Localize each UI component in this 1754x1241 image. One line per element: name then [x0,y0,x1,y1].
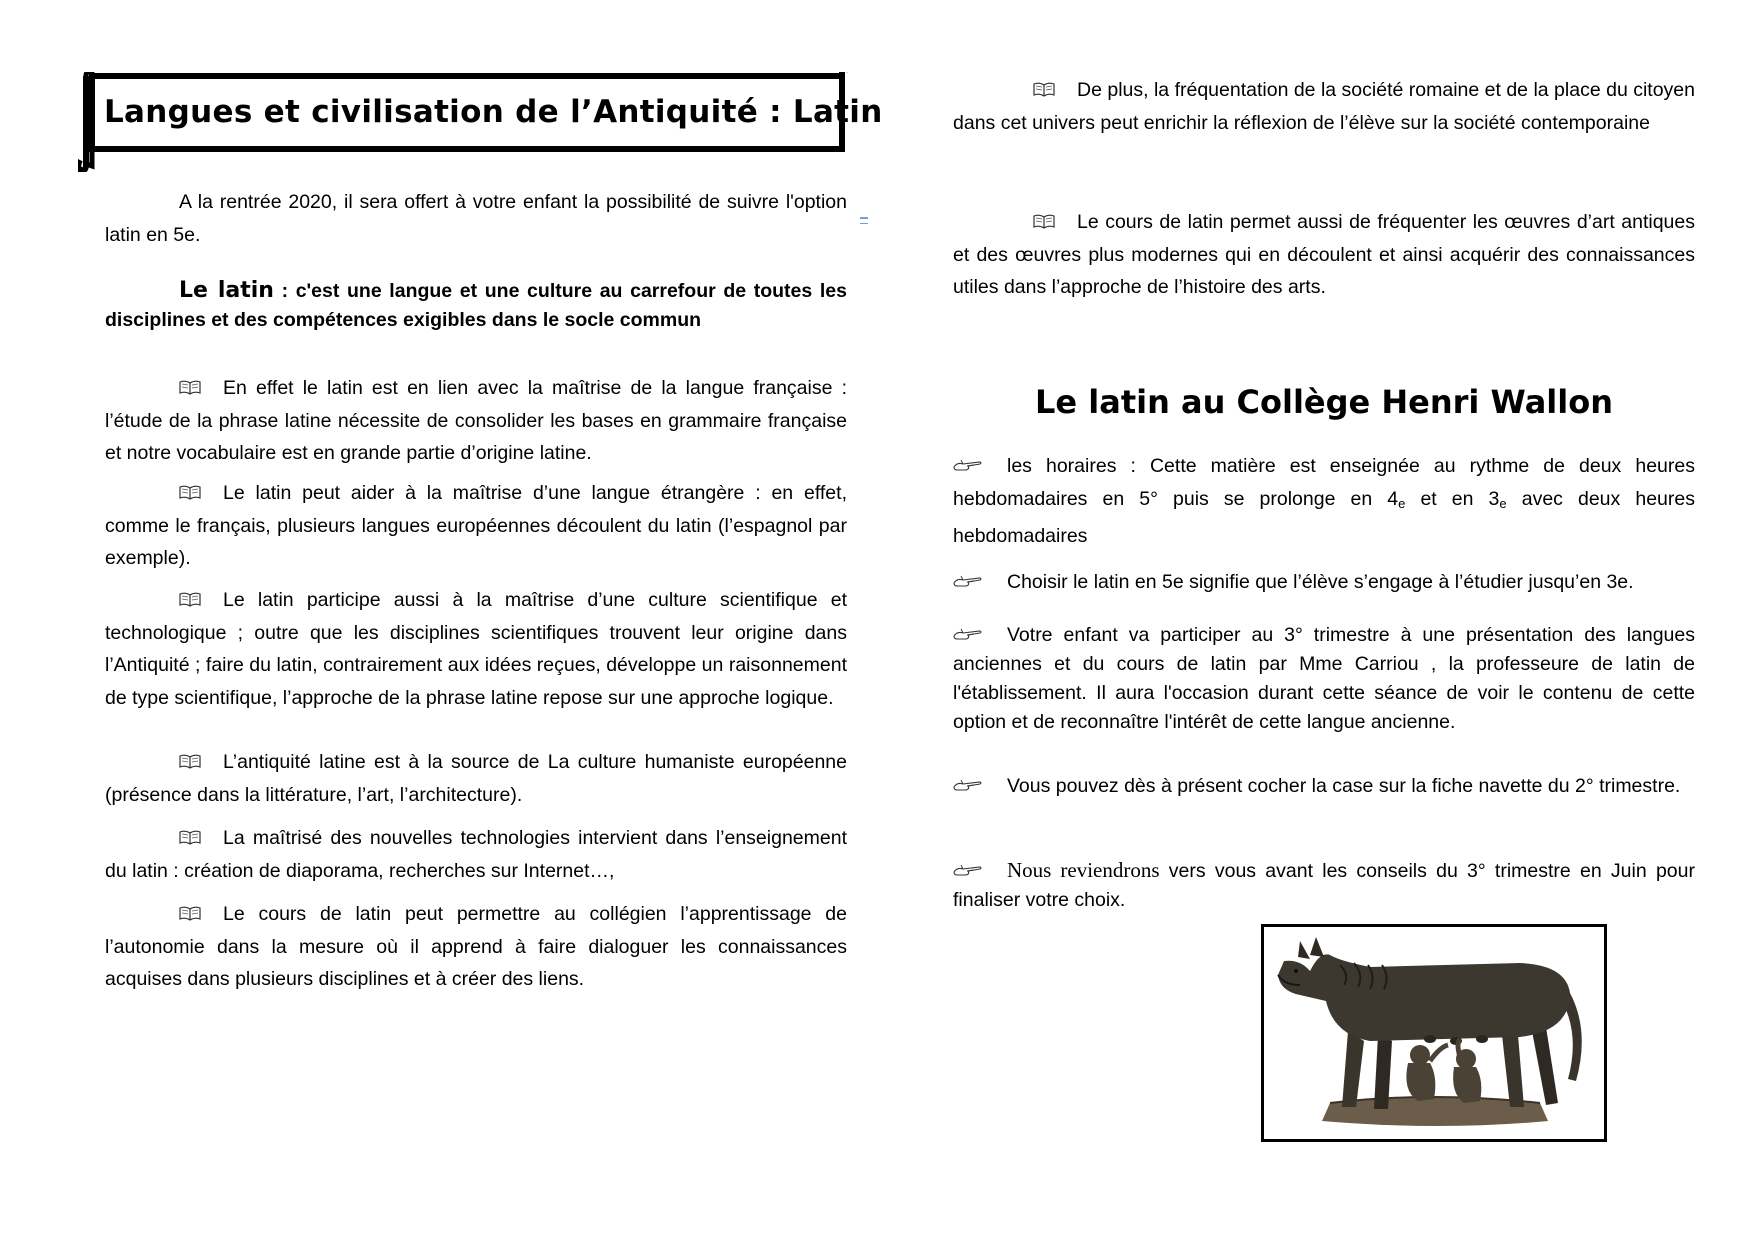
list-item-4-lead: Nous reviendrons [1007,858,1160,882]
right-paragraph-1-text: De plus, la fréquentation de la société romaine et de la place du citoyen dans cet univers peut enrichir la réflexion de l’élève sur la société contemporaine [953,79,1695,134]
intro-text: A la rentrée 2020, il sera offert à votre enfant la possibilité de suivre l'option latin en 5e. [105,191,847,246]
paragraph-3 [105,584,847,714]
intro-paragraph [105,186,847,251]
capitoline-wolf-image [1261,924,1607,1142]
open-book-icon [179,585,201,601]
paragraph-6-text: Le cours de latin peut permettre au collégien l’apprentissage de l’autonomie dans la mesure où il apprend à faire dialoguer les connaissances acquises dans plusieurs disciplines et à créer des liens. [105,903,847,990]
open-book-icon [179,373,201,389]
pointing-hand-icon [953,450,983,464]
pointing-hand-icon [953,621,983,635]
lead-paragraph [105,276,847,335]
paragraph-5-text: La maîtrisé des nouvelles technologies intervient dans l’enseignement du latin : création de diaporama, recherches sur Internet…, [105,827,847,882]
list-item-2 [953,621,1695,737]
pointing-hand-icon [953,566,983,580]
open-book-icon [1033,75,1055,91]
lead-word: Le latin [179,278,274,303]
list-item-3-text: Vous pouvez dès à présent cocher la case sur la fiche navette du 2° trimestre. [1007,775,1681,797]
section-heading: Le latin au Collège Henri Wallon [1035,383,1613,421]
paragraph-6 [105,898,847,996]
schedule-item [953,450,1695,553]
right-paragraph-2 [953,206,1695,304]
paragraph-4-text: L’antiquité latine est à la source de La culture humaniste européenne (présence dans la littérature, l’art, l’architecture). [105,751,847,806]
pointing-hand-icon [953,857,983,871]
schedule-text-3: avec deux heures hebdomadaires [953,487,1695,547]
paragraph-3-text: Le latin participe aussi à la maîtrise d’une culture scientifique et technologique ; outre que les disciplines scientifiques trouvent leur origine dans l’Antiquité ; faire du latin, contrairement aux idées reçues, développe un raisonnement de type scientifique, l’approche de la phrase latine repose sur une approche logique. [105,589,847,709]
open-book-icon [179,823,201,839]
schedule-text-2: et en 3 [1405,487,1500,510]
wolf-statue-icon [1270,931,1598,1133]
page-title: Langues et civilisation de l’Antiquité : Latin [104,94,883,130]
pointing-hand-icon [953,772,983,786]
paragraph-2-text: Le latin peut aider à la maîtrise d’une langue étrangère : en effet, comme le français, plusieurs langues européennes découlent du latin (l’espagnol par exemple). [105,482,847,569]
paragraph-1-text: En effet le latin est en lien avec la maîtrise de la langue française : l’étude de la phrase latine nécessite de consolider les bases en grammaire française et notre vocabulaire est en grande partie d’origine latine. [105,377,847,464]
lead-text: : c'est une langue et une culture au carrefour de toutes les disciplines et des compétences exigibles dans le socle commun [105,280,847,331]
list-item-4 [953,856,1695,915]
open-book-icon [179,478,201,494]
paragraph-5 [105,822,847,887]
paragraph-4 [105,746,847,811]
right-paragraph-2-text: Le cours de latin permet aussi de fréquenter les œuvres d’art antiques et des œuvres plus modernes qui en découlent et ainsi acquérir des connaissances utiles dans l’approche de l’histoire des arts. [953,211,1695,298]
small-mark [860,217,868,224]
paragraph-1 [105,372,847,470]
list-item-1-text: Choisir le latin en 5e signifie que l’élève s’engage à l’étudier jusqu’en 3e. [1007,571,1634,593]
right-paragraph-1 [953,74,1695,139]
list-item-3 [953,772,1695,801]
title-scroll-banner [78,72,883,172]
open-book-icon [179,747,201,763]
open-book-icon [179,899,201,915]
paragraph-2 [105,477,847,575]
schedule-text-1: les horaires : Cette matière est enseignée au rythme de deux heures hebdomadaires en 5° puis se prolonge en 4 [953,455,1695,510]
list-item-2-text: Votre enfant va participer au 3° trimestre à une présentation des langues anciennes et du cours de latin par Mme Carriou , la professeure de latin de l'établissement. Il aura l'occasion durant cette séance de voir le contenu de cette option et de reconnaître l'intérêt de cette langue ancienne. [953,624,1695,733]
list-item-1 [953,566,1695,599]
open-book-icon [1033,207,1055,223]
schedule-sub-1: e [1398,495,1406,511]
schedule-sub-2: e [1499,495,1507,511]
list-item-4-text: vers vous avant les conseils du 3° trimestre en Juin pour finaliser votre choix. [953,860,1695,911]
